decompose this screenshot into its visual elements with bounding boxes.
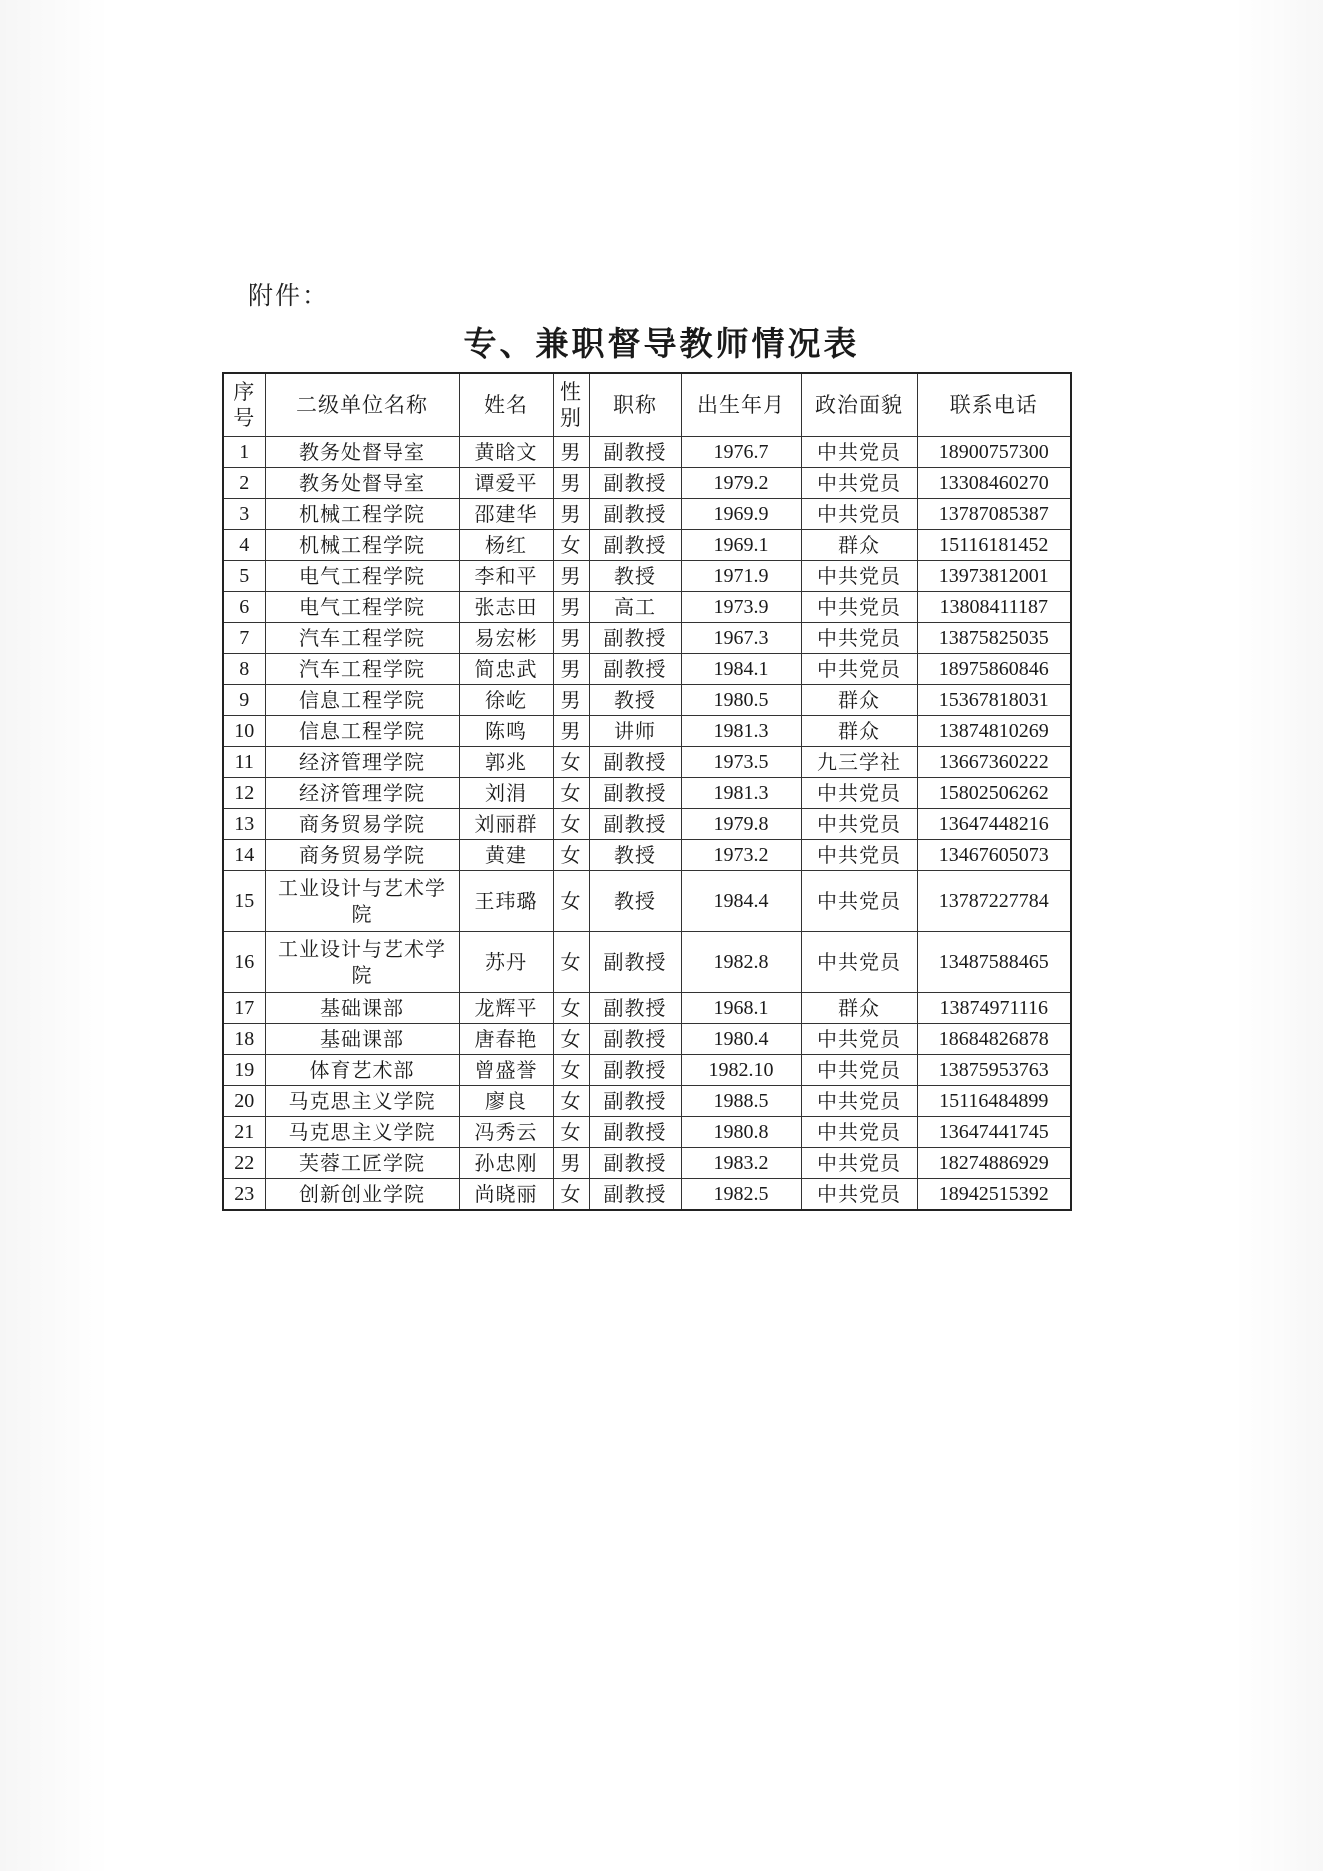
cell-title: 高工 bbox=[589, 592, 681, 623]
cell-political: 中共党员 bbox=[801, 809, 917, 840]
cell-political: 中共党员 bbox=[801, 437, 917, 468]
cell-title: 副教授 bbox=[589, 993, 681, 1024]
cell-title: 副教授 bbox=[589, 778, 681, 809]
table-row bbox=[223, 437, 1071, 468]
cell-phone: 13467605073 bbox=[917, 840, 1071, 871]
cell-political: 中共党员 bbox=[801, 1024, 917, 1055]
cell-political: 中共党员 bbox=[801, 623, 917, 654]
table-row bbox=[223, 809, 1071, 840]
cell-index: 6 bbox=[223, 592, 265, 623]
cell-phone: 15367818031 bbox=[917, 685, 1071, 716]
cell-political: 中共党员 bbox=[801, 654, 917, 685]
cell-unit: 信息工程学院 bbox=[265, 716, 459, 747]
cell-unit: 教务处督导室 bbox=[265, 468, 459, 499]
cell-birth: 1967.3 bbox=[681, 623, 801, 654]
table-row bbox=[223, 592, 1071, 623]
cell-title: 副教授 bbox=[589, 437, 681, 468]
cell-gender: 男 bbox=[553, 685, 589, 716]
cell-phone: 13308460270 bbox=[917, 468, 1071, 499]
cell-title: 副教授 bbox=[589, 623, 681, 654]
cell-phone: 13487588465 bbox=[917, 932, 1071, 993]
cell-index: 16 bbox=[223, 932, 265, 993]
table-row bbox=[223, 654, 1071, 685]
cell-gender: 女 bbox=[553, 993, 589, 1024]
cell-birth: 1982.10 bbox=[681, 1055, 801, 1086]
cell-gender: 男 bbox=[553, 499, 589, 530]
cell-birth: 1981.3 bbox=[681, 778, 801, 809]
cell-name: 唐春艳 bbox=[459, 1024, 553, 1055]
table-row bbox=[223, 1148, 1071, 1179]
cell-birth: 1976.7 bbox=[681, 437, 801, 468]
cell-title: 副教授 bbox=[589, 530, 681, 561]
cell-name: 廖良 bbox=[459, 1086, 553, 1117]
cell-unit: 信息工程学院 bbox=[265, 685, 459, 716]
cell-name: 简忠武 bbox=[459, 654, 553, 685]
cell-unit: 电气工程学院 bbox=[265, 592, 459, 623]
cell-unit: 体育艺术部 bbox=[265, 1055, 459, 1086]
table-header-row bbox=[223, 373, 1071, 437]
cell-phone: 13875953763 bbox=[917, 1055, 1071, 1086]
cell-gender: 男 bbox=[553, 437, 589, 468]
cell-index: 19 bbox=[223, 1055, 265, 1086]
cell-political: 中共党员 bbox=[801, 840, 917, 871]
table-row bbox=[223, 778, 1071, 809]
cell-index: 2 bbox=[223, 468, 265, 499]
cell-name: 易宏彬 bbox=[459, 623, 553, 654]
cell-phone: 18684826878 bbox=[917, 1024, 1071, 1055]
attachment-label: 附件： bbox=[248, 281, 330, 310]
cell-political: 九三学社 bbox=[801, 747, 917, 778]
table-row bbox=[223, 499, 1071, 530]
cell-unit: 机械工程学院 bbox=[265, 530, 459, 561]
cell-phone: 13667360222 bbox=[917, 747, 1071, 778]
cell-unit: 机械工程学院 bbox=[265, 499, 459, 530]
cell-birth: 1979.8 bbox=[681, 809, 801, 840]
table-row bbox=[223, 1117, 1071, 1148]
cell-name: 黄晗文 bbox=[459, 437, 553, 468]
cell-index: 23 bbox=[223, 1179, 265, 1211]
cell-index: 18 bbox=[223, 1024, 265, 1055]
table-body bbox=[223, 437, 1071, 1211]
cell-unit: 工业设计与艺术学院 bbox=[265, 871, 459, 932]
cell-gender: 男 bbox=[553, 1148, 589, 1179]
cell-phone: 18274886929 bbox=[917, 1148, 1071, 1179]
cell-phone: 13874810269 bbox=[917, 716, 1071, 747]
cell-phone: 13874971116 bbox=[917, 993, 1071, 1024]
cell-index: 3 bbox=[223, 499, 265, 530]
cell-title: 副教授 bbox=[589, 809, 681, 840]
cell-birth: 1980.5 bbox=[681, 685, 801, 716]
cell-political: 群众 bbox=[801, 530, 917, 561]
cell-title: 副教授 bbox=[589, 1117, 681, 1148]
cell-name: 徐屹 bbox=[459, 685, 553, 716]
cell-name: 邵建华 bbox=[459, 499, 553, 530]
cell-gender: 女 bbox=[553, 1086, 589, 1117]
cell-birth: 1979.2 bbox=[681, 468, 801, 499]
cell-name: 杨红 bbox=[459, 530, 553, 561]
header-unit: 二级单位名称 bbox=[265, 373, 459, 437]
cell-political: 中共党员 bbox=[801, 1117, 917, 1148]
cell-name: 龙辉平 bbox=[459, 993, 553, 1024]
cell-gender: 男 bbox=[553, 592, 589, 623]
cell-political: 中共党员 bbox=[801, 778, 917, 809]
cell-index: 5 bbox=[223, 561, 265, 592]
cell-name: 李和平 bbox=[459, 561, 553, 592]
cell-name: 黄建 bbox=[459, 840, 553, 871]
cell-birth: 1969.9 bbox=[681, 499, 801, 530]
cell-title: 副教授 bbox=[589, 932, 681, 993]
cell-unit: 经济管理学院 bbox=[265, 747, 459, 778]
cell-name: 曾盛誉 bbox=[459, 1055, 553, 1086]
cell-unit: 基础课部 bbox=[265, 993, 459, 1024]
cell-unit: 经济管理学院 bbox=[265, 778, 459, 809]
cell-political: 中共党员 bbox=[801, 468, 917, 499]
header-name: 姓名 bbox=[459, 373, 553, 437]
table-row bbox=[223, 1086, 1071, 1117]
cell-name: 孙忠刚 bbox=[459, 1148, 553, 1179]
supervisor-roster-table bbox=[222, 372, 1072, 1211]
cell-index: 4 bbox=[223, 530, 265, 561]
cell-phone: 15116181452 bbox=[917, 530, 1071, 561]
cell-name: 尚晓丽 bbox=[459, 1179, 553, 1211]
cell-political: 中共党员 bbox=[801, 1086, 917, 1117]
cell-birth: 1984.4 bbox=[681, 871, 801, 932]
header-title: 职称 bbox=[589, 373, 681, 437]
cell-unit: 商务贸易学院 bbox=[265, 809, 459, 840]
cell-birth: 1981.3 bbox=[681, 716, 801, 747]
cell-index: 17 bbox=[223, 993, 265, 1024]
cell-name: 刘丽群 bbox=[459, 809, 553, 840]
cell-phone: 15802506262 bbox=[917, 778, 1071, 809]
header-index: 序号 bbox=[223, 373, 265, 437]
cell-phone: 15116484899 bbox=[917, 1086, 1071, 1117]
cell-name: 张志田 bbox=[459, 592, 553, 623]
cell-birth: 1971.9 bbox=[681, 561, 801, 592]
cell-index: 11 bbox=[223, 747, 265, 778]
cell-unit: 工业设计与艺术学院 bbox=[265, 932, 459, 993]
table-row bbox=[223, 468, 1071, 499]
table-row bbox=[223, 530, 1071, 561]
cell-political: 中共党员 bbox=[801, 592, 917, 623]
cell-unit: 基础课部 bbox=[265, 1024, 459, 1055]
cell-phone: 18942515392 bbox=[917, 1179, 1071, 1211]
header-political: 政治面貌 bbox=[801, 373, 917, 437]
cell-index: 12 bbox=[223, 778, 265, 809]
cell-gender: 女 bbox=[553, 747, 589, 778]
cell-birth: 1973.5 bbox=[681, 747, 801, 778]
cell-gender: 女 bbox=[553, 1179, 589, 1211]
table-row bbox=[223, 623, 1071, 654]
cell-phone: 13647441745 bbox=[917, 1117, 1071, 1148]
cell-title: 副教授 bbox=[589, 1024, 681, 1055]
cell-phone: 18975860846 bbox=[917, 654, 1071, 685]
cell-index: 1 bbox=[223, 437, 265, 468]
cell-name: 苏丹 bbox=[459, 932, 553, 993]
table-row bbox=[223, 871, 1071, 932]
cell-birth: 1968.1 bbox=[681, 993, 801, 1024]
table-row bbox=[223, 993, 1071, 1024]
header-birth: 出生年月 bbox=[681, 373, 801, 437]
cell-index: 10 bbox=[223, 716, 265, 747]
cell-birth: 1982.8 bbox=[681, 932, 801, 993]
cell-name: 郭兆 bbox=[459, 747, 553, 778]
cell-gender: 女 bbox=[553, 871, 589, 932]
cell-index: 7 bbox=[223, 623, 265, 654]
cell-political: 中共党员 bbox=[801, 499, 917, 530]
cell-gender: 女 bbox=[553, 932, 589, 993]
cell-gender: 女 bbox=[553, 1024, 589, 1055]
cell-name: 王玮璐 bbox=[459, 871, 553, 932]
cell-index: 8 bbox=[223, 654, 265, 685]
cell-political: 中共党员 bbox=[801, 871, 917, 932]
cell-title: 教授 bbox=[589, 685, 681, 716]
table-row bbox=[223, 685, 1071, 716]
cell-political: 中共党员 bbox=[801, 1055, 917, 1086]
cell-title: 副教授 bbox=[589, 654, 681, 685]
document-title: 专、兼职督导教师情况表 bbox=[463, 324, 860, 363]
table-row bbox=[223, 932, 1071, 993]
cell-political: 中共党员 bbox=[801, 932, 917, 993]
cell-title: 教授 bbox=[589, 561, 681, 592]
table-row bbox=[223, 840, 1071, 871]
cell-index: 21 bbox=[223, 1117, 265, 1148]
cell-political: 中共党员 bbox=[801, 1179, 917, 1211]
cell-birth: 1982.5 bbox=[681, 1179, 801, 1211]
cell-unit: 汽车工程学院 bbox=[265, 654, 459, 685]
cell-title: 讲师 bbox=[589, 716, 681, 747]
cell-unit: 马克思主义学院 bbox=[265, 1117, 459, 1148]
cell-gender: 女 bbox=[553, 840, 589, 871]
cell-gender: 女 bbox=[553, 530, 589, 561]
cell-title: 副教授 bbox=[589, 499, 681, 530]
cell-phone: 13787227784 bbox=[917, 871, 1071, 932]
cell-index: 15 bbox=[223, 871, 265, 932]
cell-index: 20 bbox=[223, 1086, 265, 1117]
cell-gender: 女 bbox=[553, 778, 589, 809]
cell-phone: 13787085387 bbox=[917, 499, 1071, 530]
cell-gender: 男 bbox=[553, 623, 589, 654]
cell-unit: 汽车工程学院 bbox=[265, 623, 459, 654]
cell-birth: 1980.4 bbox=[681, 1024, 801, 1055]
table-row bbox=[223, 1024, 1071, 1055]
table-row bbox=[223, 1055, 1071, 1086]
cell-unit: 商务贸易学院 bbox=[265, 840, 459, 871]
cell-birth: 1984.1 bbox=[681, 654, 801, 685]
cell-title: 副教授 bbox=[589, 1055, 681, 1086]
cell-phone: 13973812001 bbox=[917, 561, 1071, 592]
cell-title: 教授 bbox=[589, 840, 681, 871]
cell-name: 陈鸣 bbox=[459, 716, 553, 747]
cell-name: 刘涓 bbox=[459, 778, 553, 809]
cell-gender: 女 bbox=[553, 1117, 589, 1148]
cell-title: 副教授 bbox=[589, 747, 681, 778]
cell-political: 群众 bbox=[801, 993, 917, 1024]
cell-gender: 女 bbox=[553, 1055, 589, 1086]
cell-title: 教授 bbox=[589, 871, 681, 932]
cell-index: 13 bbox=[223, 809, 265, 840]
cell-phone: 13808411187 bbox=[917, 592, 1071, 623]
cell-gender: 女 bbox=[553, 809, 589, 840]
cell-gender: 男 bbox=[553, 716, 589, 747]
cell-index: 22 bbox=[223, 1148, 265, 1179]
cell-political: 群众 bbox=[801, 716, 917, 747]
cell-phone: 13875825035 bbox=[917, 623, 1071, 654]
cell-gender: 男 bbox=[553, 561, 589, 592]
cell-unit: 马克思主义学院 bbox=[265, 1086, 459, 1117]
table-row bbox=[223, 1179, 1071, 1211]
cell-birth: 1988.5 bbox=[681, 1086, 801, 1117]
cell-gender: 男 bbox=[553, 654, 589, 685]
cell-unit: 电气工程学院 bbox=[265, 561, 459, 592]
cell-birth: 1969.1 bbox=[681, 530, 801, 561]
cell-birth: 1973.9 bbox=[681, 592, 801, 623]
cell-gender: 男 bbox=[553, 468, 589, 499]
cell-title: 副教授 bbox=[589, 1179, 681, 1211]
header-phone: 联系电话 bbox=[917, 373, 1071, 437]
cell-index: 14 bbox=[223, 840, 265, 871]
cell-political: 中共党员 bbox=[801, 1148, 917, 1179]
cell-title: 副教授 bbox=[589, 1086, 681, 1117]
cell-unit: 创新创业学院 bbox=[265, 1179, 459, 1211]
cell-political: 群众 bbox=[801, 685, 917, 716]
cell-index: 9 bbox=[223, 685, 265, 716]
cell-birth: 1983.2 bbox=[681, 1148, 801, 1179]
cell-political: 中共党员 bbox=[801, 561, 917, 592]
cell-name: 冯秀云 bbox=[459, 1117, 553, 1148]
cell-title: 副教授 bbox=[589, 468, 681, 499]
cell-birth: 1973.2 bbox=[681, 840, 801, 871]
cell-title: 副教授 bbox=[589, 1148, 681, 1179]
table-row bbox=[223, 561, 1071, 592]
cell-birth: 1980.8 bbox=[681, 1117, 801, 1148]
cell-name: 谭爱平 bbox=[459, 468, 553, 499]
cell-phone: 18900757300 bbox=[917, 437, 1071, 468]
cell-unit: 教务处督导室 bbox=[265, 437, 459, 468]
table-row bbox=[223, 747, 1071, 778]
table-row bbox=[223, 716, 1071, 747]
cell-unit: 芙蓉工匠学院 bbox=[265, 1148, 459, 1179]
header-gender: 性别 bbox=[553, 373, 589, 437]
cell-phone: 13647448216 bbox=[917, 809, 1071, 840]
